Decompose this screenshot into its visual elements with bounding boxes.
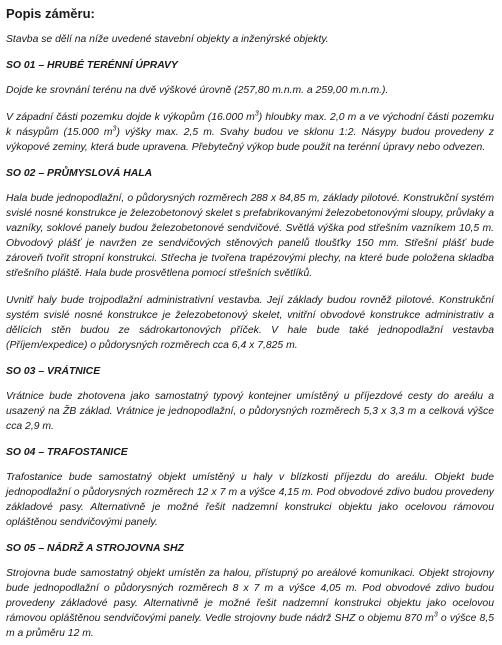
so05-paragraph-1 <box>6 566 494 641</box>
section-heading-so01: SO 01 – HRUBÉ TERÉNNÍ ÚPRAVY <box>6 60 178 71</box>
so04-paragraph-1: Trafostanice bude samostatný objekt umístěný u haly v blízkosti příjezdu do areálu. Objekt bude jednopodlažní o půdorysných rozměrech 12 x 7 m a výšce 4,15 m. Pod obvodové zdivo budou provedeny základové pasy. Alternativně je možné řešit nadzemní konstrukci objektu jako ocelovou rámovou opláštěnou sendvičovými panely. <box>6 472 494 528</box>
so01-text-c: ) výšky max. 2,5 m. Svahy budou ve sklonu 1:2. Násypy budou provedeny z výkopové zeminy, která bude upravena. Přebytečný výkop bude použit na terénní úpravy nebo odvezen. <box>6 127 494 153</box>
so01-paragraph-1: Dojde ke srovnání terénu na dvě výškové úrovně (257,80 m.n.m. a 259,00 m.n.m.). <box>6 85 389 96</box>
section-heading-so03: SO 03 – VRÁTNICE <box>6 366 101 377</box>
so02-paragraph-1: Hala bude jednopodlažní, o půdorysných rozměrech 288 x 84,85 m, základy pilotové. Konstrukční systém svislé nosné konstrukce je železobetonový skelet s prefabrikovanými železobetonovými sloupy, průvlaky a vazníky, soklové panely budou železobetonové sendvičové. Světlá výška pod střešním vazníkem 10,5 m. Obvodový plášť je navržen ze sendvičových stěnových panelů tloušťky 150 mm. Střešní plášť bude zároveň tvořit stropní konstrukci. Střecha je tvořena trapézovými plechy, na které bude položena skladba střešního pláště. Hala bude prosvětlena pomocí střešních světlíků. <box>6 193 494 279</box>
superscript: 3 <box>433 611 438 619</box>
so05-text-b: o výšce 8,5 m a průměru 12 m. <box>6 613 495 639</box>
so01-paragraph-2 <box>6 110 494 155</box>
so02-paragraph-2: Uvnitř haly bude trojpodlažní administrativní vestavba. Její základy budou rovněž pilotové. Konstrukční systém svislé nosné konstrukce je železobetonový skelet, vnitřní obvodové konstrukce administrativ a dělících stěn budou ze sádrokartonových příček. V hale bude také jednopodlažní vestavba (Příjem/expedice) o půdorysných rozměrech cca 6,4 x 7,825 m. <box>6 295 494 351</box>
so01-text-a: V západní části pozemku dojde k výkopům (16.000 m <box>6 112 255 123</box>
so01-text-b: ) hloubky max. 2,0 m a ve východní části pozemku k násypům (15.000 m <box>6 112 494 138</box>
so05-text-a: Strojovna bude samostatný objekt umístěn za halou, přístupný po areálové komunikaci. Objekt strojovny bude jednopodlažní o půdorysných rozměrech 8 x 7 m a výšce 4,05 m. Pod obvodové zdivo budou provedeny základové pasy. Alternativně je možné řešit nadzemní konstrukci objektu jako ocelovou rámovou opláštěnou sendvičovými panely. Vedle strojovny bude nádrž SHZ o objemu 870 m <box>6 568 494 624</box>
superscript: 3 <box>254 110 259 118</box>
so03-paragraph-1: Vrátnice bude zhotovena jako samostatný typový kontejner umístěný u příjezdové cesty do areálu a usazený na ŽB základ. Vrátnice je jednopodlažní, o půdorysných rozměrech 5,3 x 3,3 m a celková výšce cca 2,9 m. <box>6 391 494 432</box>
intro-paragraph: Stavba se dělí na níže uvedené stavební objekty a inženýrské objekty. <box>6 34 329 45</box>
section-heading-so02: SO 02 – PRŮMYSLOVÁ HALA <box>6 168 153 179</box>
page-title: Popis záměru: <box>6 6 95 21</box>
superscript: 3 <box>112 125 117 133</box>
section-heading-so04: SO 04 – TRAFOSTANICE <box>6 447 128 458</box>
section-heading-so05: SO 05 – NÁDRŽ A STROJOVNA SHZ <box>6 543 184 554</box>
